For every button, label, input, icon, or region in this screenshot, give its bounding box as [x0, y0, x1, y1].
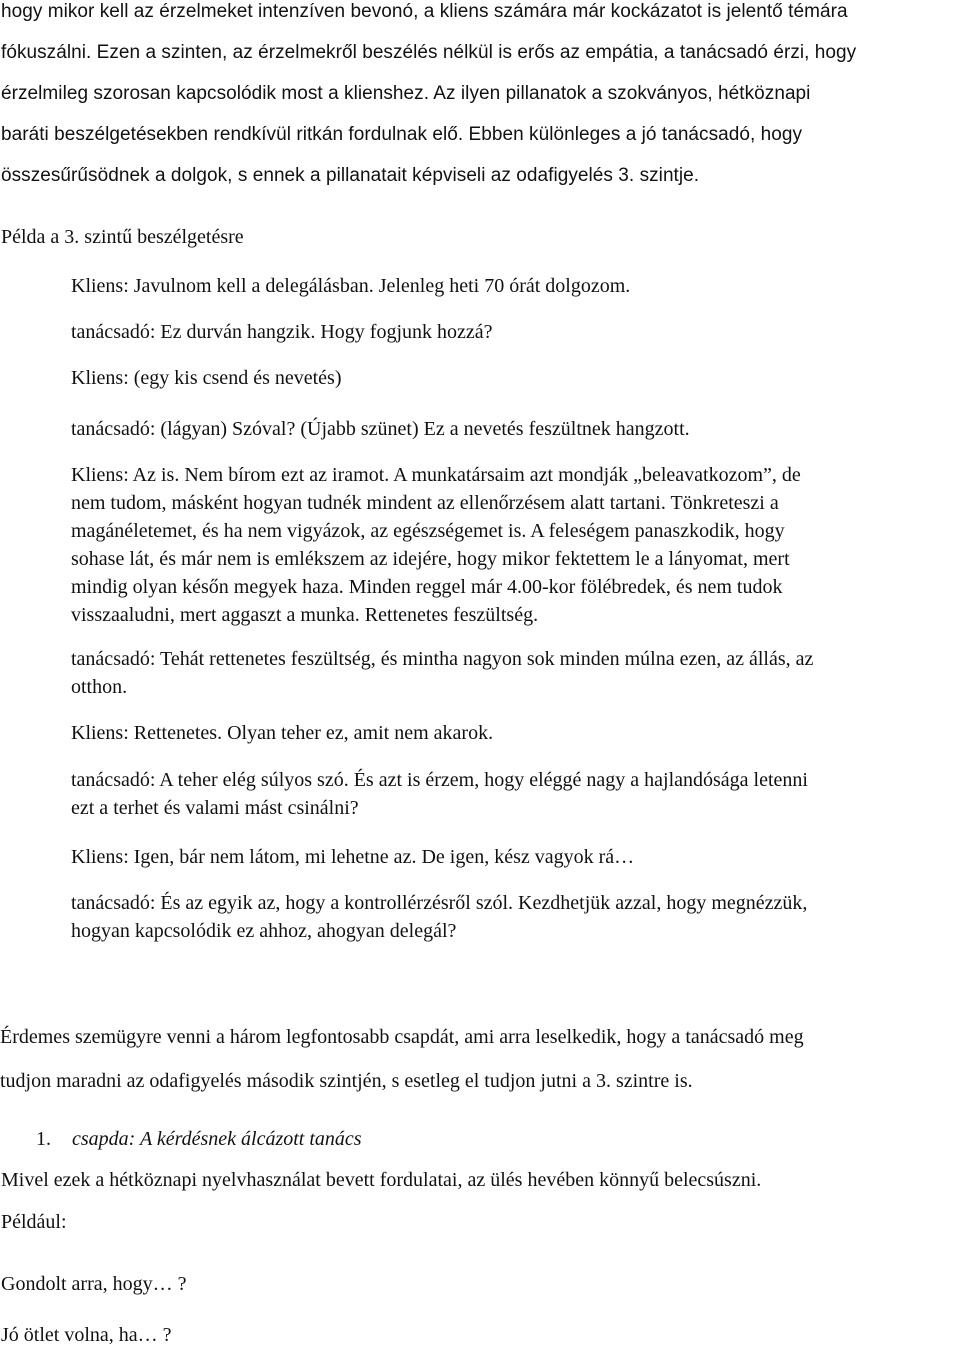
- dialog-line: tanácsadó: A teher elég súlyos szó. És azt is érzem, hogy eléggé nagy a hajlandósága letenni: [71, 769, 808, 791]
- dialog-line: Kliens: Igen, bár nem látom, mi lehetne az. De igen, kész vagyok rá…: [71, 846, 635, 868]
- example-phrase: Gondolt arra, hogy… ?: [1, 1273, 187, 1295]
- intro-line: érzelmileg szorosan kapcsolódik most a klienshez. Az ilyen pillanatok a szokványos, hétköznapi: [1, 83, 811, 104]
- list-number: 1.: [36, 1128, 51, 1150]
- dialog-line: tanácsadó: (lágyan) Szóval? (Újabb szünet) Ez a nevetés feszültnek hangzott.: [71, 418, 690, 440]
- dialog-turn-counselor: [71, 415, 960, 443]
- dialog-line: sohase lát, és már nem is emlékszem az idejére, hogy mikor fektettem le a lányomat, mert: [71, 548, 790, 570]
- dialog-turn-counselor: [71, 318, 960, 346]
- intro-paragraph: [0, 0, 960, 196]
- dialog-line: tanácsadó: Ez durván hangzik. Hogy fogjunk hozzá?: [71, 321, 493, 343]
- trap-description: Mivel ezek a hétköznapi nyelvhasználat bevett fordulatai, az ülés hevében könnyű belecsúszni.: [1, 1169, 762, 1191]
- intro-line: baráti beszélgetésekben rendkívül ritkán fordulnak elő. Ebben különleges a jó tanácsadó, hogy: [1, 124, 803, 145]
- dialog-turn-counselor: [71, 889, 960, 945]
- dialog-line: Kliens: Az is. Nem bírom ezt az iramot. A munkatársaim azt mondják „beleavatkozom”, de: [71, 464, 801, 486]
- example-phrase: Jó ötlet volna, ha… ?: [1, 1324, 172, 1346]
- dialog-line: tanácsadó: És az egyik az, hogy a kontrollérzésről szól. Kezdhetjük azzal, hogy megnézzük,: [71, 892, 808, 914]
- dialog-turn-counselor: [71, 766, 960, 822]
- trap-title: csapda: A kérdésnek álcázott tanács: [72, 1128, 362, 1150]
- traps-line: Érdemes szemügyre venni a három legfontosabb csapdát, ami arra leselkedik, hogy a tanácsadó meg: [0, 1026, 804, 1048]
- dialog-line: magánéletemet, és ha nem vigyázok, az egészségemet is. A feleségem panaszkodik, hogy: [71, 520, 785, 542]
- dialog-turn-client: [71, 461, 960, 629]
- dialog-line: hogyan kapcsolódik ez ahhoz, ahogyan delegál?: [71, 920, 457, 942]
- dialog-turn-client: [71, 364, 960, 392]
- dialog-turn-client: [71, 719, 960, 747]
- dialog-turn-client: [71, 843, 960, 871]
- dialog-line: Kliens: Rettenetes. Olyan teher ez, amit nem akarok.: [71, 722, 494, 744]
- intro-line: összesűrűsödnek a dolgok, s ennek a pillanatait képviseli az odafigyelés 3. szintje.: [1, 165, 700, 186]
- dialog-line: mindig olyan későn megyek haza. Minden reggel már 4.00-kor fölébredek, és nem tudok: [71, 576, 783, 598]
- intro-line: hogy mikor kell az érzelmeket intenzíven bevonó, a kliens számára már kockázatot is jelentő témára: [1, 1, 848, 22]
- traps-paragraph: [0, 1015, 960, 1103]
- dialog-line: nem tudom, másként hogyan tudnék mindent az ellenőrzésem alatt tartani. Tönkreteszi a: [71, 492, 779, 514]
- traps-line: tudjon maradni az odafigyelés második szintjén, s esetleg el tudjon jutni a 3. szintre is.: [0, 1070, 693, 1092]
- dialog-line: otthon.: [71, 676, 128, 698]
- dialog-turn-client: [71, 272, 960, 300]
- trap-list-item: [36, 1125, 362, 1153]
- dialog-line: Kliens: Javulnom kell a delegálásban. Jelenleg heti 70 órát dolgozom.: [71, 275, 631, 297]
- intro-line: fókuszálni. Ezen a szinten, az érzelmekről beszélés nélkül is erős az empátia, a tanácsadó érzi, hogy: [1, 42, 857, 63]
- example-label: Például:: [1, 1211, 67, 1233]
- example-title: Példa a 3. szintű beszélgetésre: [1, 226, 244, 248]
- dialog-line: ezt a terhet és valami mást csinálni?: [71, 797, 359, 819]
- dialog-line: tanácsadó: Tehát rettenetes feszültség, és mintha nagyon sok minden múlna ezen, az állás, az: [71, 648, 814, 670]
- dialog-turn-counselor: [71, 645, 960, 701]
- dialog-line: Kliens: (egy kis csend és nevetés): [71, 367, 342, 389]
- dialog-line: visszaaludni, mert aggaszt a munka. Rettenetes feszültség.: [71, 604, 539, 626]
